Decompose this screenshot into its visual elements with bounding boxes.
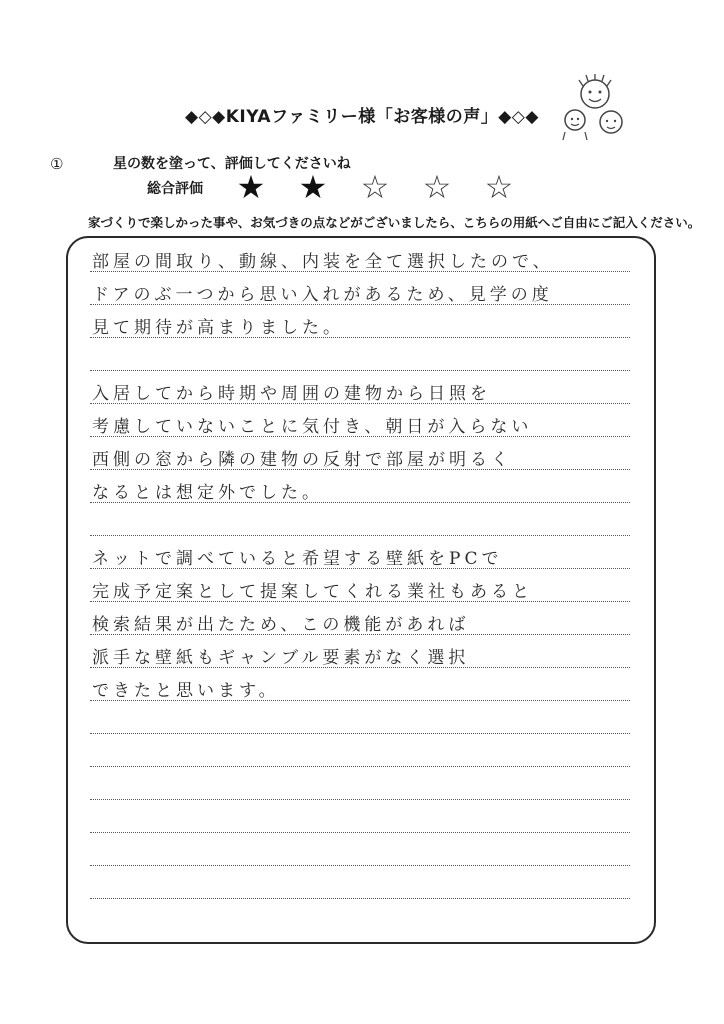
- rating-label: 総合評価: [147, 181, 203, 197]
- handwritten-line: 部屋の間取り、動線、内装を全て選択したので、: [92, 252, 554, 272]
- ruled-line: [90, 766, 630, 767]
- star-filled-icon: ★: [298, 168, 328, 206]
- handwritten-line: 完成予定案として提案してくれる業社もあると: [92, 582, 533, 602]
- handwritten-line: できたと思います。: [92, 681, 280, 701]
- star-empty-icon: ☆: [360, 168, 390, 206]
- handwritten-line: 検索結果が出たため、この機能があれば: [92, 615, 470, 635]
- question-text: 星の数を塗って、評価してくださいね: [113, 156, 351, 172]
- handwritten-line: 入居してから時期や周囲の建物から日照を: [92, 384, 491, 404]
- family-doodle-icon: [555, 72, 630, 142]
- instruction-text: 家づくりで楽しかった事や、お気づきの点などがございましたら、こちらの用紙へご自由にご記入ください。: [88, 215, 701, 230]
- ruled-line: [90, 535, 630, 536]
- page-title: ◆◇◆KIYAファミリー様「お客様の声」◆◇◆: [185, 107, 539, 127]
- handwritten-line: なるとは想定外でした。: [92, 483, 323, 503]
- ruled-line: [90, 898, 630, 899]
- handwritten-line: ネットで調べていると希望する壁紙をPCで: [92, 549, 503, 569]
- ruled-line: [90, 832, 630, 833]
- star-rating: [220, 167, 530, 207]
- question-number: ①: [50, 155, 64, 173]
- ruled-line: [90, 799, 630, 800]
- handwritten-line: 派手な壁紙もギャンブル要素がなく選択: [92, 648, 470, 668]
- star-empty-icon: ☆: [484, 168, 514, 206]
- handwritten-line: 考慮していないことに気付き、朝日が入らない: [92, 417, 533, 437]
- ruled-line: [90, 370, 630, 371]
- ruled-line: [90, 865, 630, 866]
- handwritten-line: ドアのぶ一つから思い入れがあるため、見学の度: [92, 285, 553, 305]
- star-filled-icon: ★: [236, 168, 266, 206]
- ruled-line: [90, 733, 630, 734]
- handwritten-line: 西側の窓から隣の建物の反射で部屋が明るく: [92, 450, 512, 470]
- handwritten-line: 見て期待が高まりました。: [92, 318, 344, 338]
- star-empty-icon: ☆: [422, 168, 452, 206]
